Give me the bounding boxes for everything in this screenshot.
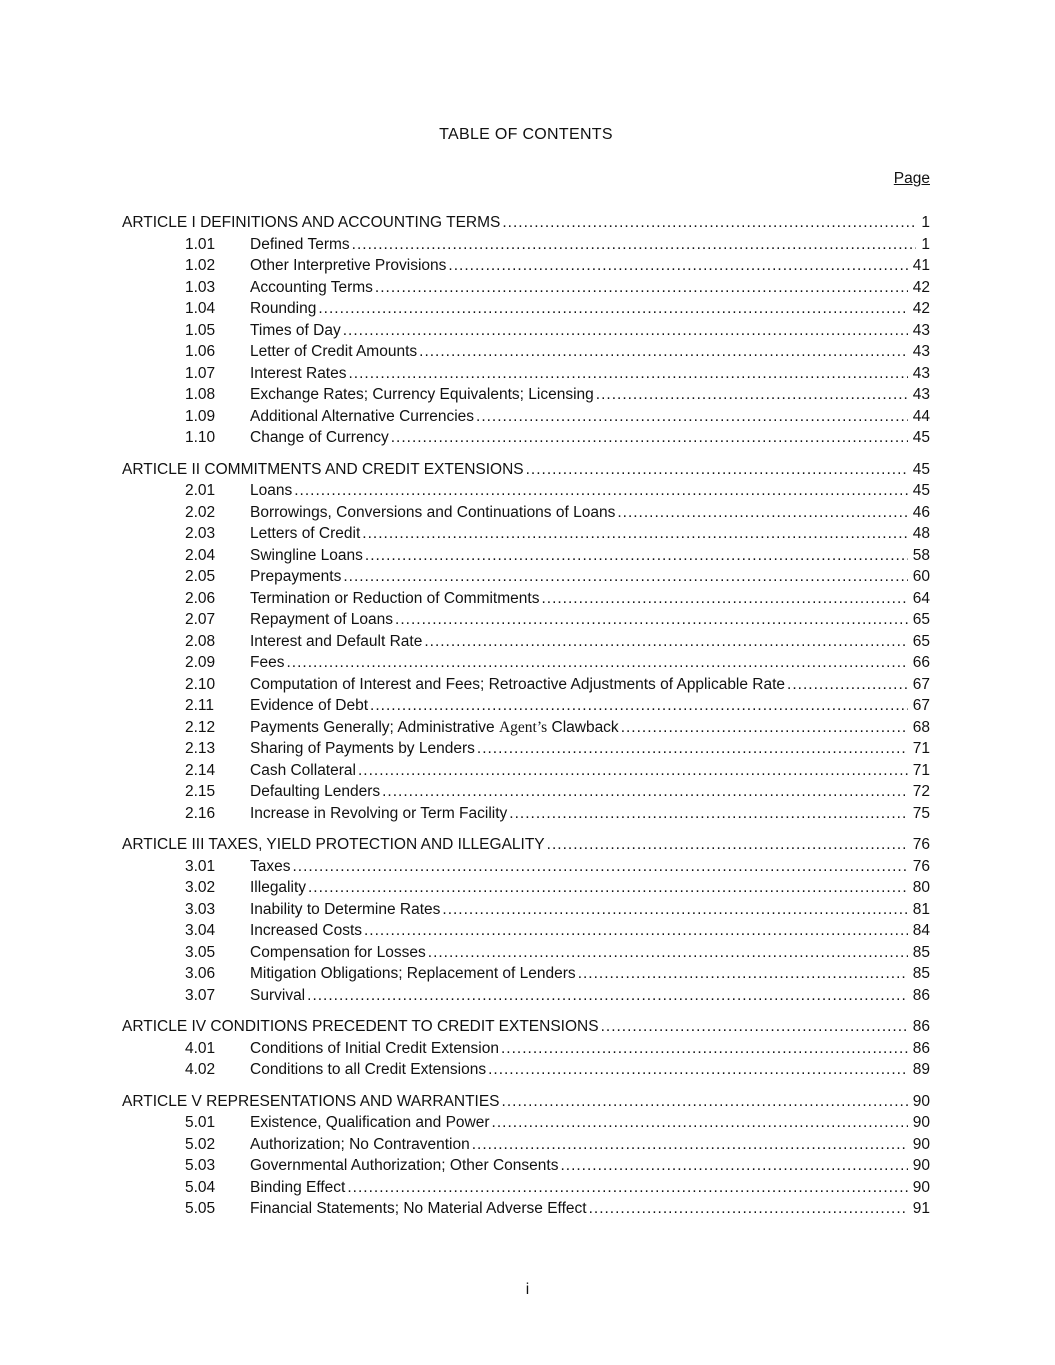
toc-section-number: 2.03 (185, 525, 216, 542)
toc-page-number: 41 (912, 257, 930, 274)
toc-page-number: 86 (912, 1018, 930, 1035)
toc-section-row (122, 631, 930, 653)
dot-leader (526, 459, 908, 481)
toc-section-row (122, 1038, 930, 1060)
dot-leader (547, 834, 908, 856)
toc-section-title: Conditions to all Credit Extensions (250, 1061, 487, 1078)
toc-section-row (122, 320, 930, 342)
toc-section-title: Survival (250, 986, 306, 1004)
toc-section-number: 1.06 (185, 343, 216, 360)
toc-section-row (122, 738, 930, 760)
toc-section-row (122, 609, 930, 631)
dot-leader (370, 695, 908, 717)
toc-page-number: 58 (912, 546, 930, 564)
toc-page-number: 76 (912, 857, 930, 875)
toc-section-row (122, 480, 930, 502)
toc-list (122, 212, 930, 1220)
toc-page-number: 89 (912, 1061, 930, 1078)
toc-section-title: Existence, Qualification and Power (250, 1114, 490, 1131)
dot-leader (365, 545, 908, 567)
toc-page-number: 90 (912, 1092, 930, 1110)
toc-section-row (122, 406, 930, 428)
toc-section-row (122, 760, 930, 782)
toc-section-number: 1.01 (185, 235, 216, 253)
toc-page-number: 86 (912, 986, 930, 1004)
toc-section-row (122, 363, 930, 385)
toc-section-row (122, 341, 930, 363)
toc-page-number: 42 (912, 300, 930, 317)
dot-leader (488, 1059, 908, 1081)
toc-article-heading: ARTICLE I DEFINITIONS AND ACCOUNTING TERMS (122, 214, 501, 231)
toc-section-row (122, 277, 930, 299)
toc-page-number: 91 (912, 1200, 930, 1217)
dot-leader (391, 427, 908, 449)
toc-section-title: Letters of Credit (250, 525, 361, 542)
toc-section-title: Other Interpretive Provisions (250, 257, 447, 274)
serif-text-segment: Agent’s (498, 718, 548, 736)
toc-page-number: 44 (912, 407, 930, 425)
dot-leader (477, 738, 908, 760)
toc-section-title: Interest Rates (250, 364, 347, 382)
toc-section-row (122, 545, 930, 567)
toc-section-title: Mitigation Obligations; Replacement of Lenders (250, 965, 576, 982)
dot-leader (476, 406, 908, 428)
dot-leader (358, 760, 908, 782)
toc-section-number: 3.03 (185, 900, 216, 918)
toc-section-number: 5.05 (185, 1200, 216, 1217)
toc-section-number: 2.08 (185, 632, 216, 650)
toc-section-row (122, 1198, 930, 1220)
toc-section-row (122, 899, 930, 921)
dot-leader (294, 480, 908, 502)
dot-leader (395, 609, 908, 631)
toc-page-number: 84 (912, 922, 930, 939)
toc-page-number: 43 (912, 343, 930, 360)
dot-leader (293, 856, 908, 878)
toc-section-row (122, 695, 930, 717)
toc-section-row (122, 942, 930, 964)
toc-page-number: 43 (912, 321, 930, 339)
toc-page-number: 76 (912, 836, 930, 853)
toc-section-number: 1.04 (185, 300, 216, 317)
toc-page-number: 43 (912, 364, 930, 382)
toc-section-title: Exchange Rates; Currency Equivalents; Licensing (250, 386, 594, 403)
toc-section-title: Payments Generally; Administrative Agent’s Clawback (250, 718, 619, 736)
toc-page-number: 68 (912, 718, 930, 736)
toc-page-number: 1 (921, 235, 930, 253)
toc-section-row (122, 1177, 930, 1199)
toc-section-title: Governmental Authorization; Other Consents (250, 1157, 559, 1174)
page-column-header (122, 169, 930, 188)
toc-section-row (122, 717, 930, 739)
toc-section-number: 3.07 (185, 986, 216, 1004)
toc-page-number: 85 (912, 943, 930, 961)
toc-article-row (122, 1091, 930, 1113)
dot-leader (375, 277, 908, 299)
toc-page-number: 71 (912, 740, 930, 757)
toc-section-title: Sharing of Payments by Lenders (250, 740, 475, 757)
toc-section-title: Conditions of Initial Credit Extension (250, 1039, 499, 1057)
toc-page-number: 67 (912, 697, 930, 714)
toc-section-number: 5.01 (185, 1114, 216, 1131)
toc-page-number: 65 (912, 632, 930, 650)
dot-leader (352, 234, 917, 256)
toc-section-row (122, 985, 930, 1007)
toc-section-title: Compensation for Losses (250, 943, 426, 961)
toc-section-number: 3.06 (185, 965, 216, 982)
dot-leader (318, 298, 907, 320)
toc-page-number: 66 (912, 654, 930, 671)
toc-page-number: 45 (912, 460, 930, 478)
toc-section-title: Defined Terms (250, 235, 350, 253)
toc-section-number: 2.12 (185, 718, 216, 736)
toc-section-number: 2.16 (185, 804, 216, 822)
toc-section-row (122, 652, 930, 674)
toc-section-row (122, 920, 930, 942)
toc-page-number: 48 (912, 525, 930, 542)
toc-section-row (122, 427, 930, 449)
toc-section-row (122, 781, 930, 803)
toc-section-title: Illegality (250, 879, 306, 896)
toc-section-title: Termination or Reduction of Commitments (250, 589, 540, 607)
dot-leader (362, 523, 907, 545)
toc-article-heading: ARTICLE V REPRESENTATIONS AND WARRANTIES (122, 1092, 500, 1110)
toc-section-row (122, 384, 930, 406)
dot-leader (509, 803, 907, 825)
dot-leader (364, 920, 908, 942)
footer-page-number: i (525, 1281, 530, 1298)
toc-section-number: 5.04 (185, 1178, 216, 1196)
toc-page-number: 90 (912, 1135, 930, 1153)
toc-section-number: 3.02 (185, 879, 216, 896)
toc-section-title: Interest and Default Rate (250, 632, 423, 650)
dot-leader (442, 899, 907, 921)
toc-page-number: 90 (912, 1178, 930, 1196)
toc-section-row (122, 1134, 930, 1156)
toc-section-number: 2.05 (185, 568, 216, 585)
toc-section-number: 5.03 (185, 1157, 216, 1174)
toc-section-title: Inability to Determine Rates (250, 900, 441, 918)
toc-section-row (122, 674, 930, 696)
toc-page-number: 1 (921, 214, 930, 231)
toc-page-number: 80 (912, 879, 930, 896)
toc-page-number: 86 (912, 1039, 930, 1057)
toc-section-title: Increased Costs (250, 922, 362, 939)
toc-section-row (122, 502, 930, 524)
dot-leader (596, 384, 908, 406)
toc-section-number: 4.02 (185, 1061, 216, 1078)
toc-section-number: 1.10 (185, 429, 216, 446)
dot-leader (601, 1016, 908, 1038)
dot-leader (419, 341, 908, 363)
toc-section-number: 1.02 (185, 257, 216, 274)
toc-article-row (122, 1016, 930, 1038)
dot-leader (492, 1112, 908, 1134)
toc-section-row (122, 877, 930, 899)
dot-leader (578, 963, 908, 985)
toc-section-title: Evidence of Debt (250, 697, 369, 714)
toc-article-heading: ARTICLE III TAXES, YIELD PROTECTION AND ILLEGALITY (122, 836, 545, 853)
toc-section-row (122, 298, 930, 320)
dot-leader (502, 212, 916, 234)
toc-page-number: 72 (912, 783, 930, 800)
toc-section-number: 1.07 (185, 364, 216, 382)
dot-leader (472, 1134, 908, 1156)
toc-page-number: 64 (912, 589, 930, 607)
toc-section-number: 3.01 (185, 857, 216, 875)
toc-article-row (122, 834, 930, 856)
dot-leader (502, 1091, 908, 1113)
toc-article-row (122, 459, 930, 481)
toc-section-number: 2.14 (185, 761, 216, 779)
dot-leader (347, 1177, 907, 1199)
toc-page-number: 65 (912, 611, 930, 628)
dot-leader (382, 781, 908, 803)
toc-section-number: 1.09 (185, 407, 216, 425)
toc-page-number: 45 (912, 429, 930, 446)
toc-page-number: 75 (912, 804, 930, 822)
dot-leader (428, 942, 908, 964)
toc-section-row (122, 856, 930, 878)
toc-article-heading: ARTICLE II COMMITMENTS AND CREDIT EXTENSIONS (122, 460, 524, 478)
toc-section-row (122, 523, 930, 545)
toc-section-number: 5.02 (185, 1135, 216, 1153)
dot-leader (501, 1038, 908, 1060)
toc-section-number: 2.01 (185, 482, 216, 499)
toc-section-number: 2.07 (185, 611, 216, 628)
dot-leader (560, 1155, 907, 1177)
toc-section-title: Prepayments (250, 568, 342, 585)
toc-section-number: 3.04 (185, 922, 216, 939)
toc-page-number: 42 (912, 278, 930, 296)
toc-section-number: 2.02 (185, 503, 216, 521)
dot-leader (617, 502, 907, 524)
toc-section-row (122, 1059, 930, 1081)
toc-page-number: 81 (912, 900, 930, 918)
toc-section-title: Fees (250, 654, 285, 671)
toc-section-title: Rounding (250, 300, 317, 317)
toc-page-number: 90 (912, 1114, 930, 1131)
dot-leader (621, 717, 908, 739)
toc-section-number: 2.06 (185, 589, 216, 607)
dot-leader (589, 1198, 908, 1220)
toc-section-title: Loans (250, 482, 293, 499)
toc-section-number: 4.01 (185, 1039, 216, 1057)
toc-section-title: Defaulting Lenders (250, 783, 381, 800)
toc-section-number: 2.09 (185, 654, 216, 671)
toc-section-title: Additional Alternative Currencies (250, 407, 475, 425)
toc-section-row (122, 234, 930, 256)
toc-page-number: 85 (912, 965, 930, 982)
toc-page-number: 60 (912, 568, 930, 585)
toc-section-row (122, 1112, 930, 1134)
toc-section-number: 2.15 (185, 783, 216, 800)
toc-section-row (122, 803, 930, 825)
toc-section-title: Taxes (250, 857, 291, 875)
toc-page-number: 90 (912, 1157, 930, 1174)
toc-page-number: 46 (912, 503, 930, 521)
toc-section-title: Increase in Revolving or Term Facility (250, 804, 508, 822)
toc-section-number: 1.05 (185, 321, 216, 339)
dot-leader (349, 363, 908, 385)
toc-section-title: Financial Statements; No Material Adverse Effect (250, 1200, 587, 1217)
toc-section-row (122, 566, 930, 588)
toc-section-number: 2.11 (185, 697, 215, 714)
toc-section-row (122, 255, 930, 277)
dot-leader (343, 566, 907, 588)
dot-leader (308, 877, 908, 899)
toc-section-title: Cash Collateral (250, 761, 356, 779)
toc-section-title: Accounting Terms (250, 278, 373, 296)
toc-section-number: 2.04 (185, 546, 216, 564)
dot-leader (286, 652, 907, 674)
toc-section-number: 3.05 (185, 943, 216, 961)
dot-leader (541, 588, 907, 610)
toc-section-row (122, 963, 930, 985)
toc-section-title: Times of Day (250, 321, 341, 339)
toc-section-row (122, 588, 930, 610)
toc-section-title: Authorization; No Contravention (250, 1135, 470, 1153)
toc-section-title: Repayment of Loans (250, 611, 394, 628)
page-title: TABLE OF CONTENTS (439, 126, 613, 143)
dot-leader (343, 320, 908, 342)
toc-section-number: 1.08 (185, 386, 216, 403)
toc-section-title: Letter of Credit Amounts (250, 343, 418, 360)
toc-section-title: Binding Effect (250, 1178, 346, 1196)
toc-page-number: 67 (912, 675, 930, 693)
toc-page-number: 45 (912, 482, 930, 499)
dot-leader (448, 255, 907, 277)
toc-section-title: Borrowings, Conversions and Continuations of Loans (250, 503, 616, 521)
toc-article-row (122, 212, 930, 234)
toc-page-number: 43 (912, 386, 930, 403)
dot-leader (787, 674, 908, 696)
toc-section-title: Computation of Interest and Fees; Retroactive Adjustments of Applicable Rate (250, 675, 786, 693)
toc-page-number: 71 (912, 761, 930, 779)
dot-leader (424, 631, 907, 653)
toc-section-title: Swingline Loans (250, 546, 363, 564)
toc-section-row (122, 1155, 930, 1177)
toc-section-number: 2.10 (185, 675, 216, 693)
toc-section-number: 1.03 (185, 278, 216, 296)
toc-article-heading: ARTICLE IV CONDITIONS PRECEDENT TO CREDIT EXTENSIONS (122, 1018, 599, 1035)
dot-leader (307, 985, 908, 1007)
page-column-header-label: Page (893, 170, 930, 187)
toc-section-title: Change of Currency (250, 429, 389, 446)
toc-section-number: 2.13 (185, 740, 216, 757)
